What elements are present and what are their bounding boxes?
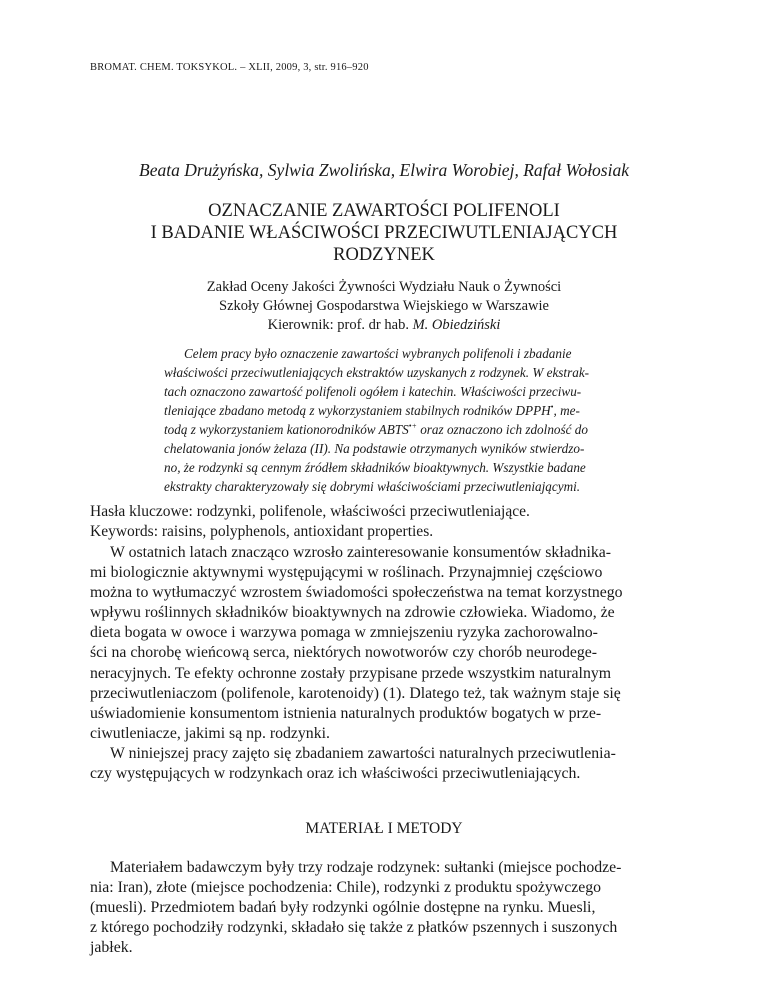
abstract bbox=[164, 344, 692, 496]
affiliation bbox=[0, 278, 768, 335]
paper-title bbox=[0, 200, 768, 266]
methods bbox=[90, 858, 678, 958]
abstract-line: no, że rodzynki są cennym źródłem składników bioaktywnych. Wszystkie badane bbox=[164, 460, 586, 475]
abstract-line: Celem pracy było oznaczenie zawartości wybranych polifenoli i zbadanie bbox=[184, 346, 572, 361]
radical-superscript: • bbox=[550, 402, 554, 412]
title-line: I BADANIE WŁAŚCIWOŚCI PRZECIWUTLENIAJĄCYCH bbox=[150, 223, 618, 243]
body-line: Materiałem badawczym były trzy rodzaje rodzynek: sułtanki (miejsce pochodze- bbox=[110, 859, 622, 876]
body-line: z którego pochodziły rodzynki, składało się także z płatków pszennych i suszonych bbox=[90, 919, 618, 937]
abstract-text: , me- bbox=[553, 403, 580, 418]
body-line: wpływu roślinnych składników bioaktywnych na zdrowie człowieka. Wiadomo, że bbox=[90, 604, 615, 622]
abstract-text: todą z wykorzystaniem kationorodników ABTS bbox=[164, 422, 409, 437]
keywords-en: Keywords: raisins, polyphenols, antioxidant properties. bbox=[90, 523, 434, 540]
body-line: dieta bogata w owoce i warzywa pomaga w zmniejszeniu ryzyka zachorowalno- bbox=[90, 624, 598, 642]
journal-citation: BROMAT. CHEM. TOKSYKOL. – XLII, 2009, 3, str. 916–920 bbox=[90, 62, 369, 73]
affiliation-line: Zakład Oceny Jakości Żywności Wydziału Nauk o Żywności bbox=[206, 279, 562, 295]
body-line: czy występujących w rodzynkach oraz ich właściwości przeciwutleniających. bbox=[90, 765, 581, 783]
body-line: przeciwutleniaczom (polifenole, karotenoidy) (1). Dlatego też, tak ważnym staje się bbox=[90, 684, 621, 702]
affiliation-head bbox=[0, 316, 768, 335]
keywords bbox=[90, 502, 530, 542]
introduction bbox=[90, 543, 678, 784]
body-line: uświadomienie konsumentom istnienia naturalnych produktów bogatych w prze- bbox=[90, 704, 602, 722]
abstract-line: ekstrakty charakteryzowały się dobrymi właściwościami przeciwutleniającymi. bbox=[164, 479, 581, 494]
abstract-line bbox=[164, 401, 692, 420]
head-prefix: Kierownik: prof. dr hab. bbox=[267, 317, 413, 333]
body-line: neracyjnych. Te efekty ochronne zostały przypisane przede wszystkim naturalnym bbox=[90, 664, 612, 682]
affiliation-line: Szkoły Głównej Gospodarstwa Wiejskiego w Warszawie bbox=[219, 298, 549, 314]
body-line: można to wytłumaczyć wzrostem świadomości społeczeństwa na temat korzystnego bbox=[90, 584, 623, 602]
body-line: (muesli). Przedmiotem badań były rodzynki ogólnie dostępne na rynku. Muesli, bbox=[90, 899, 596, 917]
abstract-line bbox=[164, 420, 692, 439]
body-line: W ostatnich latach znacząco wzrosło zainteresowanie konsumentów składnika- bbox=[110, 544, 612, 561]
author-list: Beata Drużyńska, Sylwia Zwolińska, Elwira Worobiej, Rafał Wołosiak bbox=[139, 160, 629, 180]
body-line: W niniejszej pracy zajęto się zbadaniem zawartości naturalnych przeciwutlenia- bbox=[110, 744, 616, 762]
body-line: ści na chorobę wieńcową serca, niektórych nowotworów czy chorób neurodege- bbox=[90, 644, 598, 662]
abstract-line: właściwości przeciwutleniających ekstraktów uzyskanych z rodzynek. W ekstrak- bbox=[164, 365, 590, 380]
keywords-pl: Hasła kluczowe: rodzynki, polifenole, właściwości przeciwutleniające. bbox=[90, 503, 530, 520]
section-heading: MATERIAŁ I METODY bbox=[305, 820, 463, 837]
radical-superscript: •+ bbox=[408, 421, 417, 431]
abstract-line: chelatowania jonów żelaza (II). Na podstawie otrzymanych wyników stwierdzo- bbox=[164, 441, 585, 456]
abstract-text: tleniające zbadano metodą z wykorzystaniem stabilnych rodników DPPH bbox=[164, 403, 551, 418]
abstract-text: oraz oznaczono ich zdolność do bbox=[416, 422, 588, 437]
title-line: RODZYNEK bbox=[333, 245, 435, 265]
body-line: ciwutleniacze, jakimi są np. rodzynki. bbox=[90, 724, 330, 742]
abstract-line: tach oznaczono zawartość polifenoli ogółem i katechin. Właściwości przeciwu- bbox=[164, 384, 582, 399]
title-line: OZNACZANIE ZAWARTOŚCI POLIFENOLI bbox=[208, 201, 560, 221]
body-line: jabłek. bbox=[90, 939, 133, 957]
body-line: nia: Iran), złote (miejsce pochodzenia: Chile), rodzynki z produktu spożywczego bbox=[90, 879, 602, 897]
body-line: mi biologicznie aktywnymi występującymi w roślinach. Przynajmniej częściowo bbox=[90, 564, 603, 582]
head-name: M. Obiedziński bbox=[412, 317, 501, 333]
